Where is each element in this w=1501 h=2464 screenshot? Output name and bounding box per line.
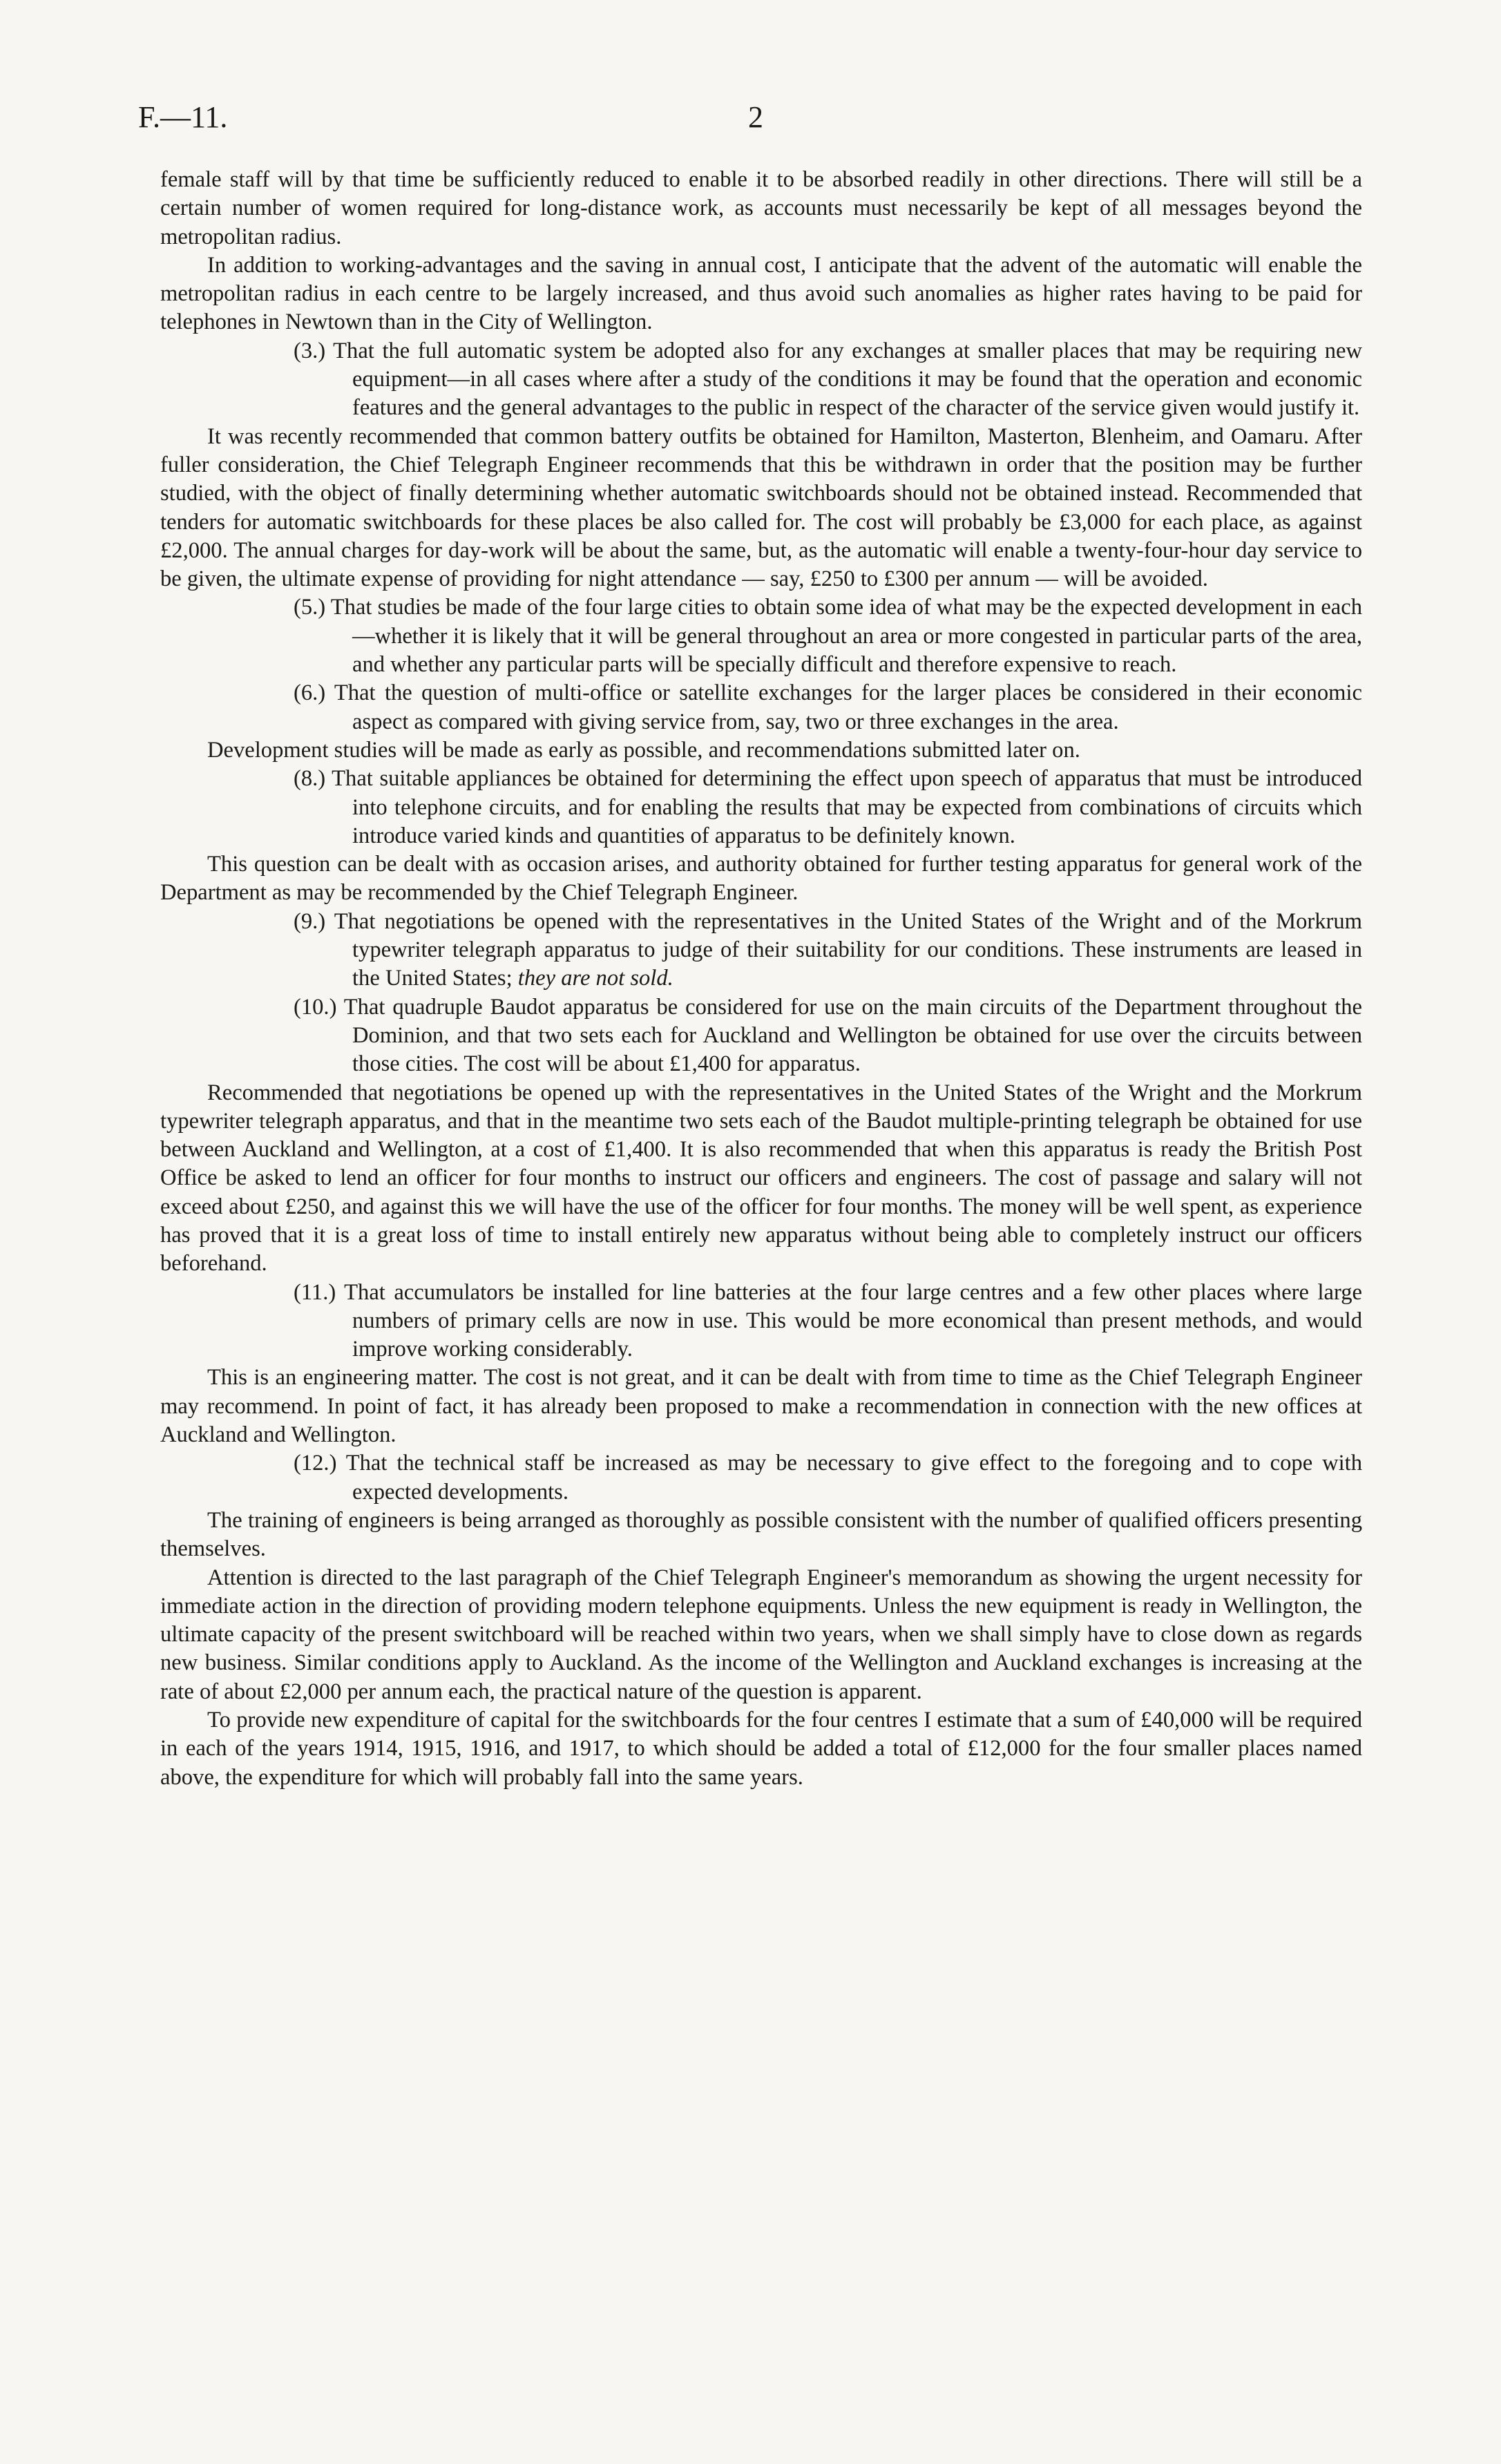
document-reference: F.—11. <box>138 100 228 134</box>
numbered-recommendation: (10.) That quadruple Baudot apparatus be considered for use on the main circuits of the Department throughout the Dominion, and that two sets each for Auckland and Wellington be obtained for use over the circuits between those cities. The cost will be about £1,400 for apparatus. <box>294 994 1362 1077</box>
paragraph: It was recently recommended that common battery outfits be obtained for Hamilton, Masterton, Blenheim, and Oamaru. After fuller consideration, the Chief Telegraph Engineer recommends that this be withdrawn in order that the position may be further studied, with the object of finally determining whether automatic switchboards should not be obtained instead. Recommended that tenders for automatic switchboards for these places be also called for. The cost will probably be £3,000 for each place, as against £2,000. The annual charges for day-work will be about the same, but, as the automatic will enable a twenty-four-hour day service to be given, the ultimate expense of providing for night attendance — say, £250 to £300 per annum — will be avoided. <box>160 423 1362 592</box>
paragraph: This question can be dealt with as occasion arises, and authority obtained for further testing apparatus for general work of the Department as may be recommended by the Chief Telegraph Engineer. <box>160 852 1362 906</box>
paragraph: Development studies will be made as early as possible, and recommendations submitted later on. <box>207 737 1080 763</box>
numbered-recommendation <box>160 908 1362 993</box>
paragraph: The training of engineers is being arranged as thoroughly as possible consistent with the number of qualified officers presenting themselves. <box>160 1507 1362 1562</box>
italic-note: they are not sold. <box>512 966 673 991</box>
numbered-recommendation: (3.) That the full automatic system be adopted also for any exchanges at smaller places that may be requiring new equipment—in all cases where after a study of the conditions it may be found that the operation and economic features and the general advantages to the public in respect of the character of the service given would justify it. <box>294 338 1362 421</box>
paragraph: This is an engineering matter. The cost is not great, and it can be dealt with from time to time as the Chief Telegraph Engineer may recommend. In point of fact, it has already been proposed to make a recommendation in connection with the new offices at Auckland and Wellington. <box>160 1365 1362 1448</box>
numbered-recommendation: (11.) That accumulators be installed for line batteries at the four large centres and a few other places where large numbers of primary cells are now in use. This would be more economical than present methods, and would improve working considerably. <box>294 1279 1362 1362</box>
page-number: 2 <box>748 100 763 134</box>
recommendation-text: (9.) That negotiations be opened with the representatives in the United States of the Wright and of the Morkrum typewriter telegraph apparatus to judge of their suitability for our conditions. These instruments are leased in the United States; <box>294 908 1362 991</box>
paragraph: To provide new expenditure of capital for the switchboards for the four centres I estimate that a sum of £40,000 will be required in each of the years 1914, 1915, 1916, and 1917, to which should be added a total of £12,000 for the four smaller places named above, the expenditure for which will probably fall into the same years. <box>160 1708 1362 1790</box>
numbered-recommendation: (12.) That the technical staff be increased as may be necessary to give effect to the foregoing and to cope with expected developments. <box>294 1451 1362 1505</box>
numbered-recommendation: (5.) That studies be made of the four large cities to obtain some idea of what may be the expected development in each—whether it is likely that it will be general throughout an area or more congested in particular parts of the area, and whether any particular parts will be specially difficult and therefore expensive to reach. <box>294 595 1362 678</box>
document-body <box>160 166 1362 1792</box>
numbered-recommendation: (6.) That the question of multi-office or satellite exchanges for the larger places be considered in their economic aspect as compared with giving service from, say, two or three exchanges in the area. <box>294 680 1362 734</box>
numbered-recommendation: (8.) That suitable appliances be obtained for determining the effect upon speech of apparatus that must be introduced into telephone circuits, and for enabling the results that may be expected from combinations of circuits which introduce varied kinds and quantities of apparatus to be definitely known. <box>294 766 1362 848</box>
paragraph: In addition to working-advantages and the saving in annual cost, I anticipate that the advent of the automatic will enable the metropolitan radius in each centre to be largely increased, and thus avoid such anomalies as higher rates having to be paid for telephones in Newtown than in the City of Wellington. <box>160 252 1362 335</box>
paragraph: Recommended that negotiations be opened up with the representatives in the United States of the Wright and the Morkrum typewriter telegraph apparatus, and that in the meantime two sets each of the Baudot multiple-printing telegraph be obtained for use between Auckland and Wellington, at a cost of £1,400. It is also recommended that when this apparatus is ready the British Post Office be asked to lend an officer for four months to instruct our officers and engineers. The cost of passage and salary will not exceed about £250, and against this we will have the use of the officer for four months. The money will be well spent, as experience has proved that it is a great loss of time to install entirely new apparatus without being able to completely instruct our officers beforehand. <box>160 1080 1362 1277</box>
paragraph: Attention is directed to the last paragraph of the Chief Telegraph Engineer's memorandum as showing the urgent necessity for immediate action in the direction of providing modern telephone equipments. Unless the new equipment is ready in Wellington, the ultimate capacity of the present switchboard will be reached within two years, when we shall simply have to close down as regards new business. Similar conditions apply to Auckland. As the income of the Wellington and Auckland exchanges is increasing at the rate of about £2,000 per annum each, the practical nature of the question is apparent. <box>160 1565 1362 1704</box>
page-header <box>138 97 1364 138</box>
paragraph: female staff will by that time be sufficiently reduced to enable it to be absorbed readily in other directions. There will still be a certain number of women required for long-distance work, as accounts must necessarily be kept of all messages beyond the metropolitan radius. <box>160 167 1362 249</box>
